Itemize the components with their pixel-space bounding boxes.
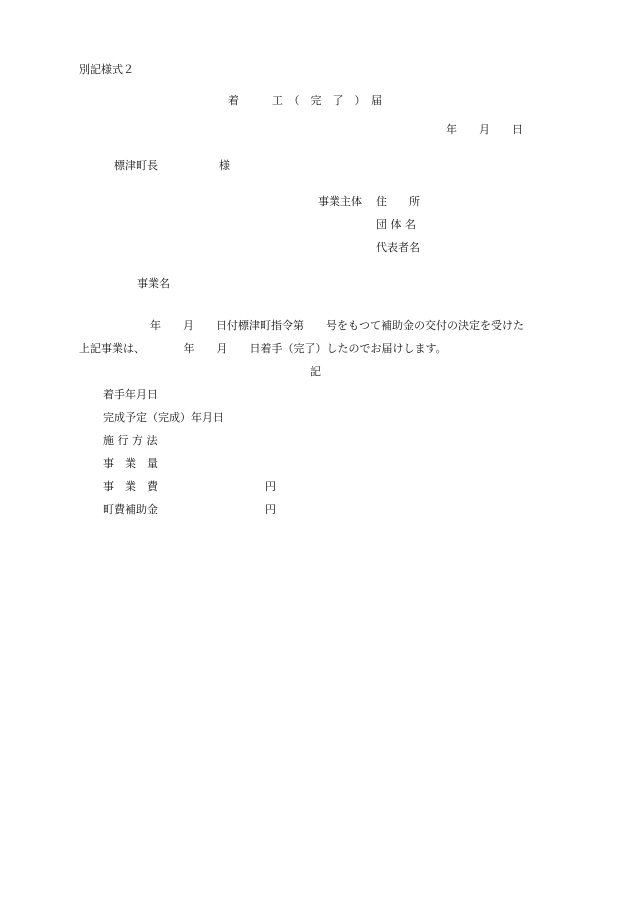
form-number: 別記様式２ — [79, 63, 134, 76]
cost-unit: 円 — [265, 480, 276, 493]
body-line-2: 上記事業は、 年 月 日着手（完了）したのでお届けします。 — [79, 342, 447, 355]
organization-label: 団 体 名 — [376, 218, 416, 231]
date-line: 年 月 日 — [446, 123, 523, 136]
ki-heading: 記 — [310, 365, 321, 378]
addressee-name: 標津町長 — [114, 159, 158, 172]
project-name-label: 事業名 — [137, 277, 170, 290]
method-label: 施 行 方 法 — [103, 434, 158, 447]
applicant-section-label: 事業主体 — [318, 195, 362, 208]
address-label: 住 所 — [376, 195, 420, 208]
quantity-label: 事 業 量 — [103, 457, 158, 470]
subsidy-label: 町費補助金 — [103, 503, 158, 516]
completion-date-label: 完成予定（完成）年月日 — [103, 411, 224, 424]
body-line-1: 年 月 日付標津町指令第 号をもつて補助金の交付の決定を受けた — [150, 319, 524, 332]
start-date-label: 着手年月日 — [103, 388, 158, 401]
cost-label: 事 業 費 — [103, 480, 158, 493]
addressee-honorific: 様 — [219, 159, 230, 172]
representative-label: 代表者名 — [376, 241, 420, 254]
form-title: 着 工 （ 完 了 ） 届 — [228, 94, 382, 107]
subsidy-unit: 円 — [265, 503, 276, 516]
